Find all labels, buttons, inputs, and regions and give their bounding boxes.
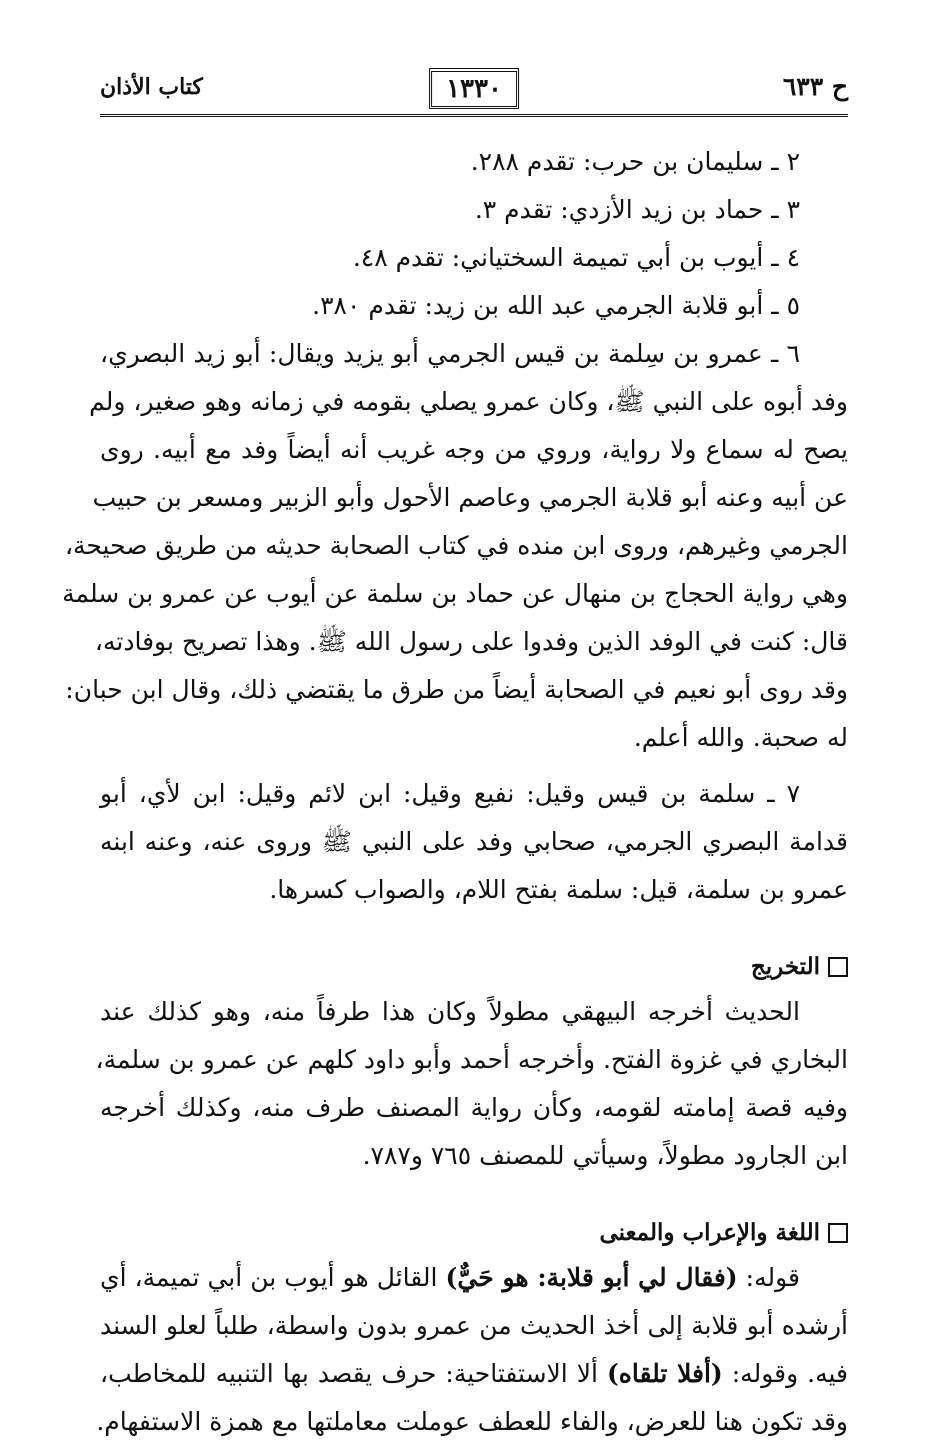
narrator-7-line: ٧ ـ سلمة بن قيس وقيل: نفيع وقيل: ابن لائم وقيل: ابن لأي، أبو [100, 779, 800, 808]
takhrij-line: الحديث أخرجه البيهقي مطولاً وكان هذا طرفاً منه، وهو كذلك عند [100, 997, 800, 1026]
checkbox-square-icon [828, 957, 848, 977]
lugha-text: فيه. وقوله: [722, 1359, 848, 1388]
narrator-5: ٥ ـ أبو قلابة الجرمي عبد الله بن زيد: تقدم ٣٨٠. [312, 291, 800, 320]
chapter-title: كتاب الأذان [100, 74, 203, 100]
narrator-7-paragraph [100, 770, 848, 914]
takhrij-section [95, 946, 848, 1180]
narrator-6-line: له صحبة. والله أعلم. [633, 723, 848, 752]
takhrij-line: وفيه قصة إمامته لقومه، وكأن رواية المصنف طرف منه، وكذلك أخرجه [100, 1093, 848, 1122]
narrator-4: ٤ ـ أيوب بن أبي تميمة السختياني: تقدم ٤٨. [352, 243, 800, 272]
lugha-heading [100, 1212, 848, 1254]
checkbox-square-icon [828, 1223, 848, 1243]
narrator-2: ٢ ـ سليمان بن حرب: تقدم ٢٨٨. [470, 147, 800, 176]
narrator-6-line: عن أبيه وعنه أبو قلابة الجرمي وعاصم الأحول وأبو الزبير ومسعر بن حبيب [92, 483, 848, 512]
narrator-6-line: الجرمي وغيرهم، وروى ابن منده في كتاب الصحابة حديثه من طريق صحيحة، [64, 531, 848, 560]
takhrij-heading-label: التخريج [750, 953, 820, 980]
lugha-line [100, 1254, 848, 1302]
lugha-line [100, 1350, 848, 1398]
narrator-7-line: عمرو بن سلمة، قيل: سلمة بفتح اللام، والصواب كسرها. [269, 875, 848, 904]
lugha-line: وقد تكون هنا للعرض، والفاء للعطف عوملت معاملتها مع همزة الاستفهام. [96, 1407, 848, 1436]
narrator-7-line: قدامة البصري الجرمي، صحابي وفد على النبي ﷺ وروى عنه، وعنه ابنه [100, 827, 848, 856]
takhrij-heading [100, 946, 848, 988]
lugha-text: القائل هو أيوب بن أبي تميمة، أي [100, 1263, 446, 1292]
narrator-6-paragraph [62, 330, 848, 762]
lugha-line: أرشده أبو قلابة إلى أخذ الحديث من عمرو بدون واسطة، طلباً لعلو السند [100, 1311, 848, 1340]
narrator-6-line: وهي رواية الحجاج بن منهال عن حماد بن سلمة عن أيوب عن عمرو بن سلمة [62, 579, 848, 608]
lugha-text: ألا الاستفتاحية: حرف يقصد بها التنبيه للمخاطب، [100, 1359, 607, 1388]
quoted-phrase: (فقال لي أبو قلابة: هو حَيٌّ) [445, 1263, 738, 1292]
lugha-heading-label: اللغة والإعراب والمعنى [599, 1219, 820, 1246]
lugha-section [96, 1212, 848, 1446]
narrator-3: ٣ ـ حماد بن زيد الأزدي: تقدم ٣. [474, 195, 800, 224]
page-content [62, 138, 848, 1446]
narrator-6-line: وقد روى أبو نعيم في الصحابة أيضاً من طرق ما يقتضي ذلك، وقال ابن حبان: [65, 675, 848, 704]
narrator-6-line: وفد أبوه على النبي ﷺ، وكان عمرو يصلي بقومه في زمانه وهو صغير، ولم [89, 387, 848, 416]
narrator-6-line: يصح له سماع ولا رواية، وروي من وجه غريب أنه أيضاً وفد مع أبيه. روى [100, 435, 848, 464]
hadith-reference: ح ٦٣٣ [782, 72, 848, 101]
page-number: ١٣٣٠ [429, 68, 519, 109]
quoted-phrase: (أفلا تلقاه) [606, 1359, 723, 1388]
takhrij-line: ابن الجارود مطولاً، وسيأتي للمصنف ٧٦٥ و٧٨٧. [362, 1141, 848, 1170]
page-header [100, 62, 848, 117]
lugha-text: قوله: [737, 1263, 800, 1292]
takhrij-line: البخاري في غزوة الفتح. وأخرجه أحمد وأبو داود كلهم عن عمرو بن سلمة، [95, 1045, 848, 1074]
narrator-6-line: قال: كنت في الوفد الذين وفدوا على رسول الله ﷺ. وهذا تصريح بوفادته، [94, 627, 848, 656]
narrator-6-line: ٦ ـ عمرو بن سِلمة بن قيس الجرمي أبو يزيد ويقال: أبو زيد البصري، [100, 339, 800, 368]
